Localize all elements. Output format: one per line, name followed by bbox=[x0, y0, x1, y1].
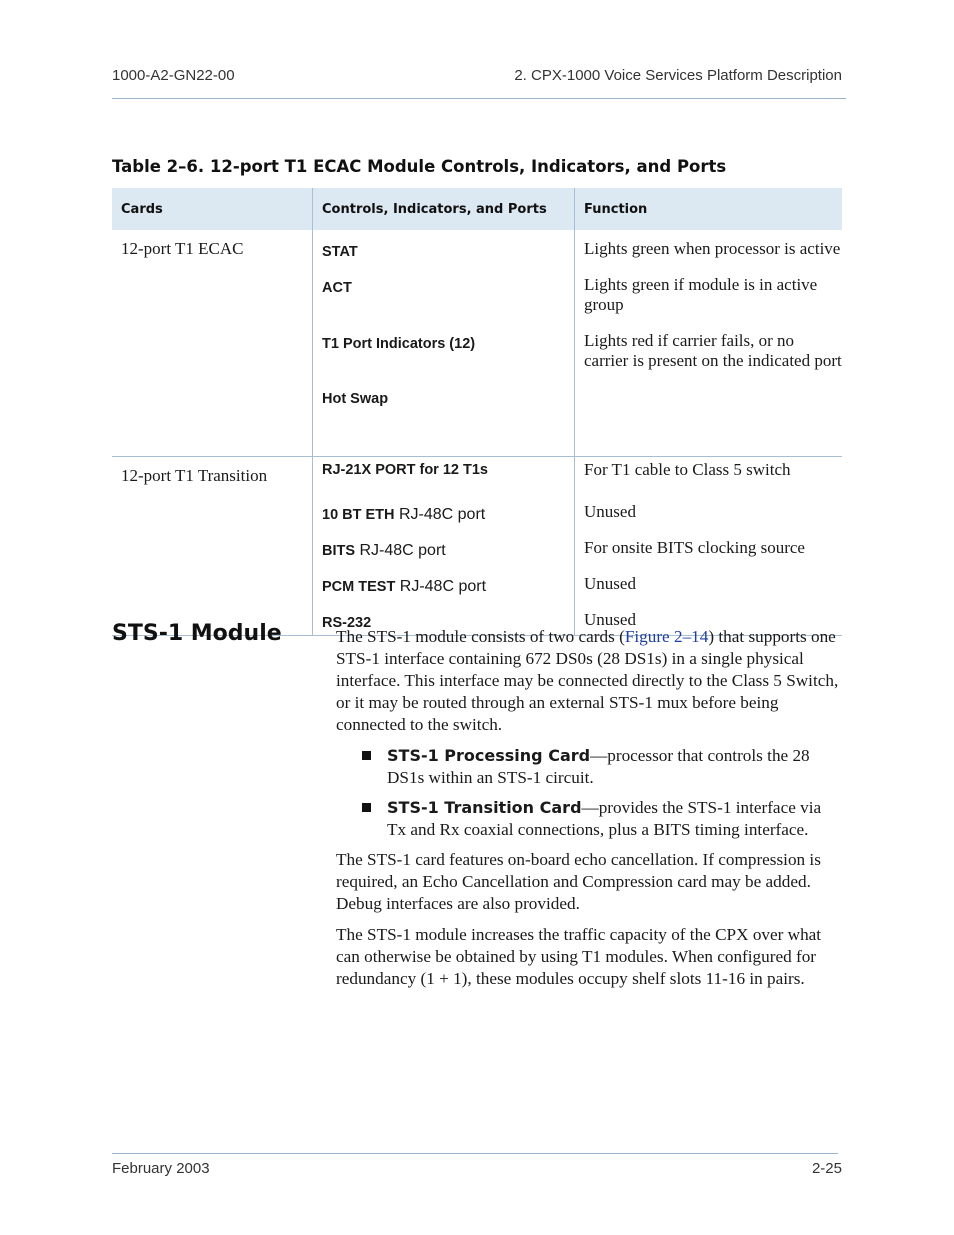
footer-date: February 2003 bbox=[112, 1160, 210, 1177]
header-divider bbox=[112, 98, 846, 99]
card-name: 12-port T1 ECAC bbox=[121, 239, 244, 258]
function-item: For T1 cable to Class 5 switch bbox=[584, 460, 791, 479]
intro-paragraph: The STS-1 module consists of two cards (Figure 2–14) that supports one STS-1 interface containing 672 DS0s (28 DS1s) in a single physical interface. This interface may be connected directly to the Class 5 Switch, or it may be routed through an external STS-1 mux before being connected to the switch. bbox=[336, 627, 839, 734]
table-row-group bbox=[112, 230, 842, 457]
bullet-square-icon bbox=[362, 803, 371, 812]
card-name: 12-port T1 Transition bbox=[121, 466, 268, 485]
function-item: Unused bbox=[584, 502, 636, 521]
control-item: RJ-21X PORT for 12 T1s bbox=[322, 462, 488, 478]
control-item: PCM TEST RJ-48C port bbox=[322, 578, 487, 595]
control-item: 10 BT ETH RJ-48C port bbox=[322, 506, 486, 523]
bullet-list bbox=[362, 745, 842, 849]
table-header-row bbox=[112, 188, 842, 230]
bullet-square-icon bbox=[362, 751, 371, 760]
section-heading: STS-1 Module bbox=[112, 621, 282, 646]
figure-link[interactable]: Figure 2–14 bbox=[624, 627, 709, 646]
paragraph-echo-cancellation: The STS-1 card features on-board echo cancellation. If compression is required, an Echo Cancellation and Compression card may be added. Debug interfaces are also provided. bbox=[336, 850, 821, 913]
list-item: STS-1 Processing Card—processor that controls the 28 DS1s within an STS-1 circuit. bbox=[362, 745, 842, 789]
footer-page-number: 2-25 bbox=[811, 1160, 842, 1177]
function-item: Unused bbox=[584, 574, 636, 593]
control-item: BITS RJ-48C port bbox=[322, 542, 446, 559]
function-item: Lights red if carrier fails, or no carrier is present on the indicated port bbox=[584, 331, 842, 370]
header-doc-number: 1000-A2-GN22-00 bbox=[112, 67, 235, 84]
control-item: ACT bbox=[322, 280, 352, 296]
paragraph-traffic-capacity: The STS-1 module increases the traffic capacity of the CPX over what can otherwise be obtained by using T1 modules. When configured for redundancy (1 + 1), these modules occupy shelf slots 11-16 in pairs. bbox=[336, 925, 822, 988]
column-header-function: Function bbox=[575, 188, 843, 230]
function-item: For onsite BITS clocking source bbox=[584, 538, 805, 557]
controls-table bbox=[112, 188, 842, 636]
control-item: RS-232 bbox=[322, 615, 372, 631]
table-title: Table 2–6. 12-port T1 ECAC Module Controls, Indicators, and Ports bbox=[112, 157, 727, 176]
footer-divider bbox=[112, 1153, 838, 1154]
control-item: STAT bbox=[322, 244, 358, 260]
function-item: Lights green if module is in active group bbox=[584, 275, 818, 314]
function-item: Lights green when processor is active bbox=[584, 239, 841, 258]
control-item: Hot Swap bbox=[322, 391, 389, 407]
column-header-controls: Controls, Indicators, and Ports bbox=[313, 188, 575, 230]
function-item: Unused bbox=[584, 610, 636, 629]
column-header-cards: Cards bbox=[112, 188, 313, 230]
header-chapter: 2. CPX-1000 Voice Services Platform Description bbox=[514, 67, 842, 84]
control-item: T1 Port Indicators (12) bbox=[322, 336, 476, 352]
list-item: STS-1 Transition Card—provides the STS-1 interface via Tx and Rx coaxial connections, plus a BITS timing interface. bbox=[362, 797, 842, 841]
table-row-group bbox=[112, 457, 842, 636]
